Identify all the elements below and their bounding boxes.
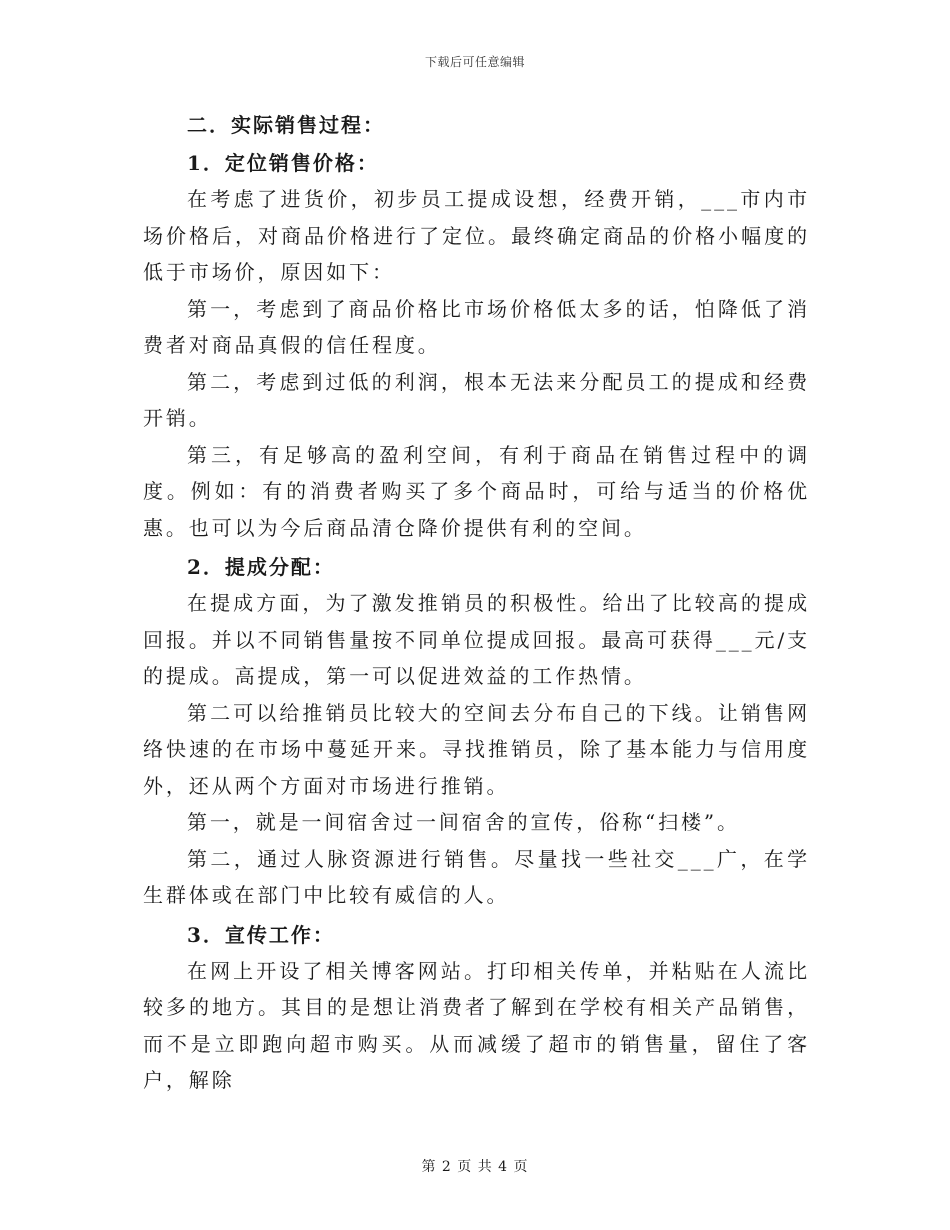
paragraph-method-2: 第二，通过人脉资源进行销售。尽量找一些社交___广，在学生群体或在部门中比较有威信的人。 xyxy=(143,846,810,907)
paragraph-pricing-intro: 在考虑了进货价，初步员工提成设想，经费开销，___市内市场价格后，对商品价格进行了定位。最终确定商品的价格小幅度的低于市场价，原因如下： xyxy=(143,187,810,284)
subsection-title-commission: 2．提成分配： xyxy=(187,555,335,579)
paragraph-method-1: 第一，就是一间宿舍过一间宿舍的宣传，俗称“扫楼”。 xyxy=(187,810,740,834)
page-header-note: 下载后可任意编辑 xyxy=(424,55,525,69)
paragraph-promotion: 在网上开设了相关博客网站。打印相关传单，并粘贴在人流比较多的地方。其目的是想让消费者了解到在学校有相关产品销售，而不是立即跑向超市购买。从而减缓了超市的销售量，留住了客户，解除 xyxy=(143,958,810,1092)
subsection-title-promotion: 3．宣传工作： xyxy=(187,922,335,947)
document-body xyxy=(143,107,810,1099)
paragraph-network: 第二可以给推销员比较大的空间去分布自己的下线。让销售网络快速的在市场中蔓延开来。寻找推销员，除了基本能力与信用度外，还从两个方面对市场进行推销。 xyxy=(143,700,810,798)
paragraph-reason-3: 第三，有足够高的盈利空间，有利于商品在销售过程中的调度。例如：有的消费者购买了多个商品时，可给与适当的价格优惠。也可以为今后商品清仓降价提供有利的空间。 xyxy=(143,442,810,540)
paragraph-commission: 在提成方面，为了激发推销员的积极性。给出了比较高的提成回报。并以不同销售量按不同单位提成回报。最高可获得___元/支的提成。高提成，第一可以促进效益的工作热情。 xyxy=(143,591,810,688)
page-number: 第 2 页 共 4 页 xyxy=(421,1159,529,1175)
paragraph-reason-2: 第二，考虑到过低的利润，根本无法来分配员工的提成和经费开销。 xyxy=(143,369,810,430)
section-title: 二．实际销售过程： xyxy=(187,113,385,137)
paragraph-reason-1: 第一，考虑到了商品价格比市场价格低太多的话，怕降低了消费者对商品真假的信任程度。 xyxy=(143,296,810,357)
subsection-title-pricing: 1．定位销售价格： xyxy=(187,151,379,175)
